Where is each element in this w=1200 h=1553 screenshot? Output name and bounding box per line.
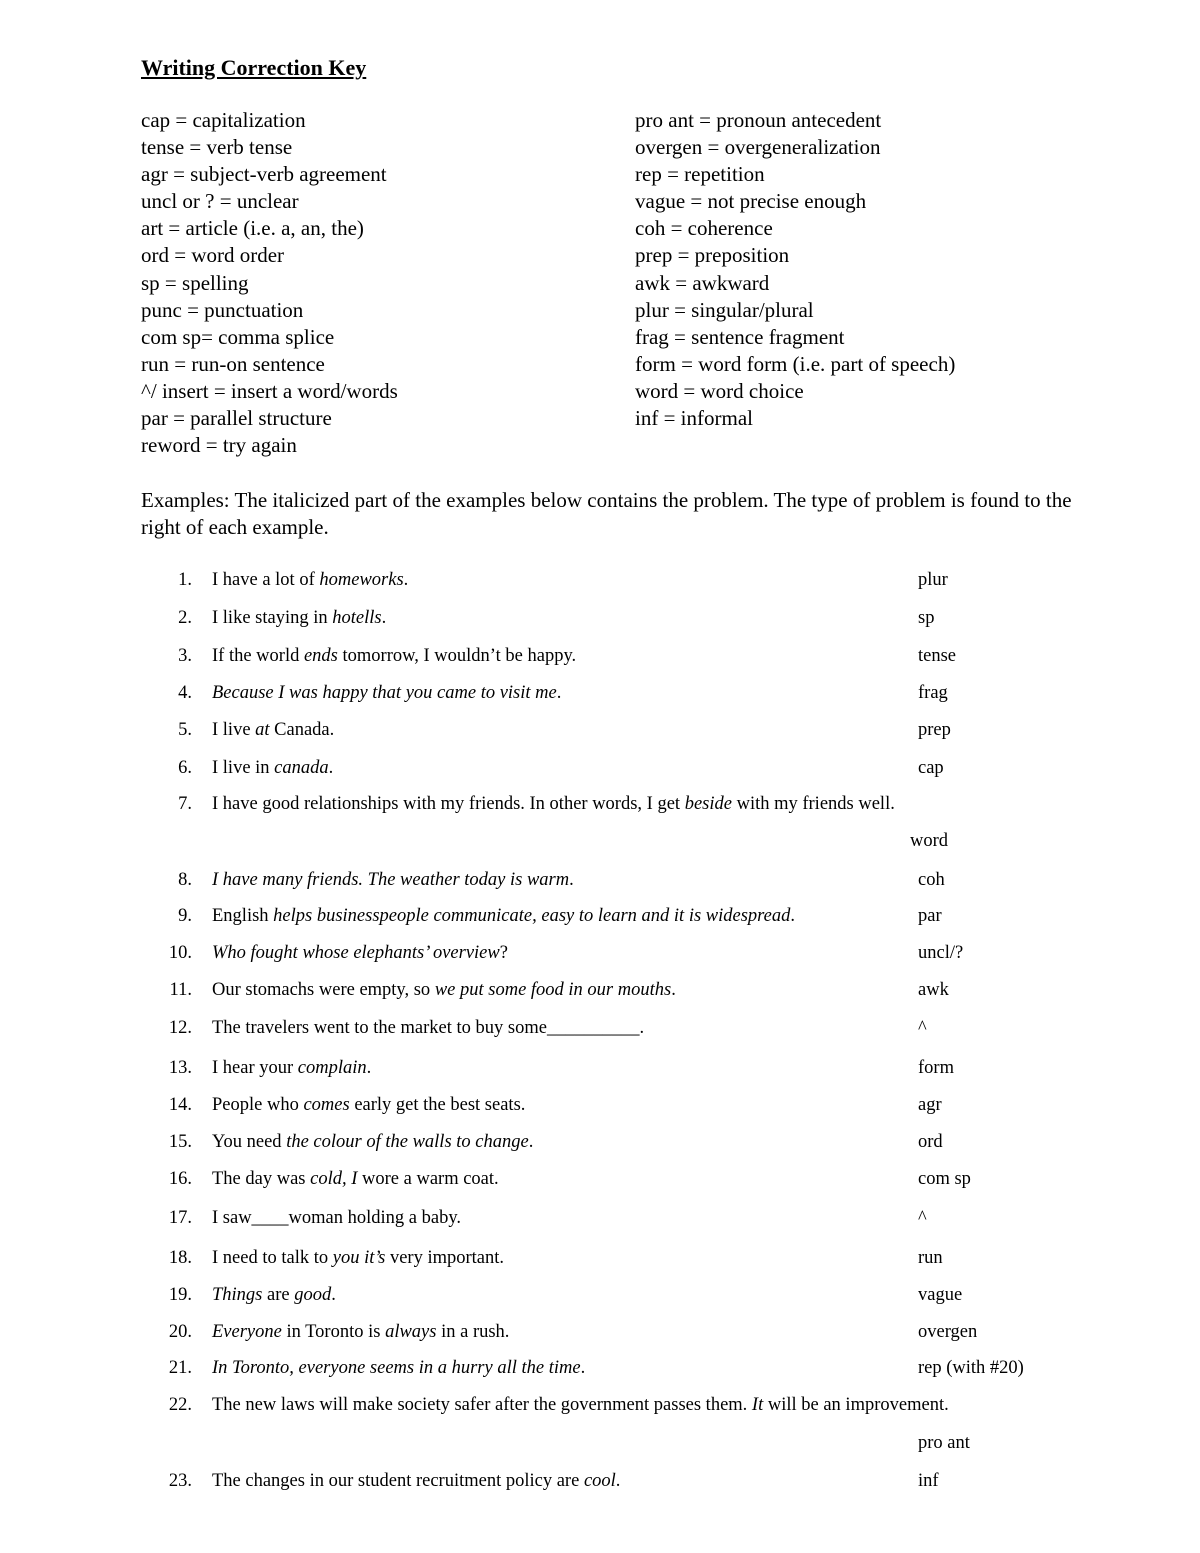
example-sentence — [212, 754, 333, 782]
sentence-text: I have good relationships with my friends. In other words, I get — [212, 794, 685, 814]
example-row — [0, 866, 1200, 894]
key-entry: coh = coherence — [635, 216, 773, 241]
sentence-text: ? — [499, 943, 508, 963]
example-row — [0, 566, 1200, 594]
example-sentence — [212, 1054, 371, 1082]
example-sentence — [212, 1281, 336, 1309]
example-row — [0, 1318, 1200, 1346]
key-entry: run = run-on sentence — [141, 351, 325, 376]
example-row — [0, 716, 1200, 744]
italic-problem-text: canada — [274, 758, 329, 778]
italic-problem-text: the colour of the walls to change — [286, 1132, 529, 1152]
key-entry: pro ant = pronoun antecedent — [635, 108, 882, 132]
example-sentence — [212, 679, 561, 707]
example-row — [0, 754, 1200, 782]
problem-label: sp — [918, 608, 935, 628]
sentence-text: I saw____woman holding a baby. — [212, 1208, 462, 1228]
example-number: 4. — [178, 683, 192, 703]
key-entry: tense = verb tense — [141, 135, 293, 160]
example-row — [0, 902, 1200, 930]
example-sentence — [212, 1091, 525, 1119]
italic-problem-text: cold, I — [310, 1169, 358, 1189]
example-sentence — [212, 939, 508, 967]
key-entry: plur = singular/plural — [635, 297, 814, 322]
sentence-text: I like staying in — [212, 608, 333, 628]
example-row — [0, 1128, 1200, 1156]
example-number: 12. — [168, 1018, 192, 1038]
sentence-text: . — [366, 1058, 372, 1078]
problem-label: overgen — [918, 1322, 978, 1342]
example-row — [0, 1014, 1200, 1042]
example-number: 5. — [178, 720, 192, 740]
sentence-text: . — [580, 1358, 586, 1378]
key-entry: word = word choice — [635, 378, 804, 403]
italic-problem-text: hotells — [332, 608, 382, 628]
problem-label: form — [918, 1058, 954, 1078]
sentence-text: I need to talk to — [212, 1248, 333, 1268]
example-sentence — [212, 1204, 461, 1232]
problem-label: prep — [918, 720, 951, 740]
italic-problem-text: cool — [583, 1471, 616, 1491]
sentence-text: . — [569, 870, 574, 890]
sentence-text: English — [212, 906, 274, 926]
example-sentence — [212, 976, 676, 1004]
sentence-text: . — [381, 608, 387, 628]
example-sentence — [212, 1467, 620, 1495]
key-entry: awk = awkward — [635, 270, 770, 295]
problem-label: inf — [918, 1471, 939, 1491]
problem-label: rep (with #20) — [918, 1358, 1024, 1378]
italic-problem-text: Because I was happy that you came to visit me — [212, 683, 557, 703]
key-entry: sp = spelling — [141, 270, 249, 295]
sentence-text: Our stomachs were empty, so — [212, 980, 435, 1000]
key-entry: punc = punctuation — [141, 297, 304, 322]
sentence-text: . — [331, 1285, 336, 1305]
italic-problem-text: good — [294, 1285, 332, 1305]
example-row — [0, 642, 1200, 670]
problem-label: ^ — [918, 1208, 927, 1228]
sentence-text: The travelers went to the market to buy some__________. — [212, 1018, 645, 1038]
key-entry: reword = try again — [141, 433, 297, 458]
problem-label: plur — [918, 570, 948, 590]
key-entry: cap = capitalization — [141, 108, 306, 132]
examples-intro: Examples: The italicized part of the examples below contains the problem. The type of problem is found to the right of each example. — [141, 488, 1072, 539]
example-sentence — [212, 790, 895, 818]
problem-label: run — [918, 1248, 943, 1268]
example-row — [0, 1165, 1200, 1193]
italic-problem-text: we put some food in our mouths — [434, 980, 672, 1000]
sentence-text: with my friends well. — [731, 794, 895, 814]
example-row — [0, 790, 1200, 818]
example-row — [0, 1354, 1200, 1382]
example-number: 2. — [178, 608, 192, 628]
page-title: Writing Correction Key — [141, 55, 367, 80]
example-sentence — [212, 566, 408, 594]
example-number: 23. — [168, 1471, 192, 1491]
sentence-text: You need — [212, 1132, 287, 1152]
italic-problem-text: ends — [303, 646, 338, 666]
problem-label: pro ant — [918, 1433, 970, 1453]
sentence-text: tomorrow, I wouldn’t be happy. — [337, 646, 577, 666]
key-list-left — [141, 107, 398, 459]
example-row — [0, 1054, 1200, 1082]
example-sentence — [212, 902, 795, 930]
example-sentence — [212, 1014, 644, 1042]
example-number: 10. — [168, 943, 192, 963]
example-number: 21. — [168, 1358, 192, 1378]
example-number: 17. — [168, 1208, 192, 1228]
sentence-text: in Toronto is — [281, 1322, 386, 1342]
sentence-text: . — [556, 683, 562, 703]
key-entry: agr = subject-verb agreement — [141, 162, 387, 187]
problem-label: ord — [918, 1132, 943, 1152]
problem-label: coh — [918, 870, 945, 890]
example-sentence — [212, 1354, 585, 1382]
italic-problem-text: I have many friends. The weather today is warm — [212, 870, 570, 890]
problem-label: ^ — [918, 1018, 927, 1038]
sentence-text: . — [790, 906, 796, 926]
problem-label: frag — [918, 683, 948, 703]
sentence-text: I live — [212, 720, 256, 740]
key-entry: inf = informal — [635, 406, 753, 431]
italic-problem-text: you it’s — [332, 1248, 386, 1268]
key-entry: overgen = overgeneralization — [635, 135, 881, 160]
key-entry: rep = repetition — [635, 162, 765, 187]
example-row — [0, 1391, 1200, 1419]
problem-label: par — [918, 906, 942, 926]
sentence-text: I have a lot of — [212, 570, 320, 590]
key-entry: prep = preposition — [635, 243, 790, 268]
key-entry: uncl or ? = unclear — [141, 189, 299, 214]
key-entry: ^/ insert = insert a word/words — [141, 378, 398, 403]
example-sentence — [212, 716, 334, 744]
sentence-text: are — [262, 1285, 295, 1305]
problem-label: uncl/? — [918, 943, 964, 963]
sentence-text: . — [403, 570, 409, 590]
key-entry: com sp= comma splice — [141, 324, 335, 349]
example-row — [0, 1244, 1200, 1272]
sentence-text: Canada. — [269, 720, 335, 740]
example-row — [0, 1091, 1200, 1119]
italic-problem-text: beside — [684, 794, 732, 814]
sentence-text: The day was — [212, 1169, 311, 1189]
sentence-text: If the world — [212, 646, 304, 666]
example-sentence — [212, 866, 574, 894]
example-number: 16. — [168, 1169, 192, 1189]
key-entry: vague = not precise enough — [635, 189, 867, 214]
sentence-text: early get the best seats. — [349, 1095, 526, 1115]
sentence-text: . — [328, 758, 334, 778]
example-number: 19. — [168, 1285, 192, 1305]
key-entry: frag = sentence fragment — [635, 324, 845, 349]
example-number: 3. — [178, 646, 192, 666]
sentence-text: I live in — [212, 758, 275, 778]
italic-problem-text: Everyone — [212, 1322, 282, 1342]
problem-label: tense — [918, 646, 957, 666]
example-row — [0, 976, 1200, 1004]
key-entry: art = article (i.e. a, an, the) — [141, 216, 364, 241]
sentence-text: in a rush. — [436, 1322, 510, 1342]
example-number: 1. — [178, 570, 192, 590]
example-number: 15. — [168, 1132, 192, 1152]
example-number: 22. — [168, 1395, 192, 1415]
problem-label: com sp — [918, 1169, 971, 1189]
example-row — [0, 1467, 1200, 1495]
italic-problem-text: homeworks — [319, 570, 404, 590]
key-entry: par = parallel structure — [141, 406, 332, 431]
italic-problem-text: complain — [297, 1058, 367, 1078]
sentence-text: The new laws will make society safer after the government passes them. — [212, 1395, 752, 1415]
sentence-text: wore a warm coat. — [357, 1169, 499, 1189]
example-number: 20. — [168, 1322, 192, 1342]
italic-problem-text: It — [751, 1395, 764, 1415]
example-number: 7. — [178, 794, 192, 814]
example-sentence — [212, 642, 576, 670]
italic-problem-text: at — [255, 720, 270, 740]
example-sentence — [212, 1128, 533, 1156]
example-sentence — [212, 1165, 499, 1193]
example-row — [0, 604, 1200, 632]
italic-problem-text: In Toronto, everyone seems in a hurry all the time — [212, 1358, 581, 1378]
problem-label: awk — [918, 980, 949, 1000]
key-list-right — [635, 107, 955, 432]
key-entry: ord = word order — [141, 243, 285, 268]
example-row — [0, 679, 1200, 707]
sentence-text: People who — [212, 1095, 304, 1115]
problem-label: cap — [918, 758, 944, 778]
sentence-text: The changes in our student recruitment policy are — [212, 1471, 584, 1491]
sentence-text: . — [671, 980, 676, 1000]
sentence-text: will be an improvement. — [763, 1395, 949, 1415]
example-number: 8. — [178, 870, 192, 890]
problem-label: word — [910, 831, 949, 851]
italic-problem-text: Who fought whose elephants’ overview — [212, 943, 500, 963]
problem-label: agr — [918, 1095, 942, 1115]
example-sentence — [212, 1318, 509, 1346]
example-number: 11. — [169, 980, 192, 1000]
italic-problem-text: always — [385, 1322, 437, 1342]
italic-problem-text: helps businesspeople communicate, easy to learn and it is widespread — [273, 906, 791, 926]
example-number: 18. — [168, 1248, 192, 1268]
sentence-text: . — [615, 1471, 621, 1491]
problem-label: vague — [918, 1285, 963, 1305]
sentence-text: very important. — [385, 1248, 505, 1268]
italic-problem-text: comes — [303, 1095, 350, 1115]
example-row — [0, 939, 1200, 967]
example-sentence — [212, 1244, 504, 1272]
example-row — [0, 1204, 1200, 1232]
italic-problem-text: Things — [212, 1285, 263, 1305]
example-number: 9. — [178, 906, 192, 926]
example-sentence — [212, 604, 386, 632]
sentence-text: I hear your — [212, 1058, 298, 1078]
sentence-text: . — [528, 1132, 534, 1152]
example-row — [0, 1281, 1200, 1309]
example-sentence — [212, 1391, 949, 1419]
key-entry: form = word form (i.e. part of speech) — [635, 351, 956, 376]
example-number: 14. — [168, 1095, 192, 1115]
example-number: 6. — [178, 758, 192, 778]
example-number: 13. — [168, 1058, 192, 1078]
